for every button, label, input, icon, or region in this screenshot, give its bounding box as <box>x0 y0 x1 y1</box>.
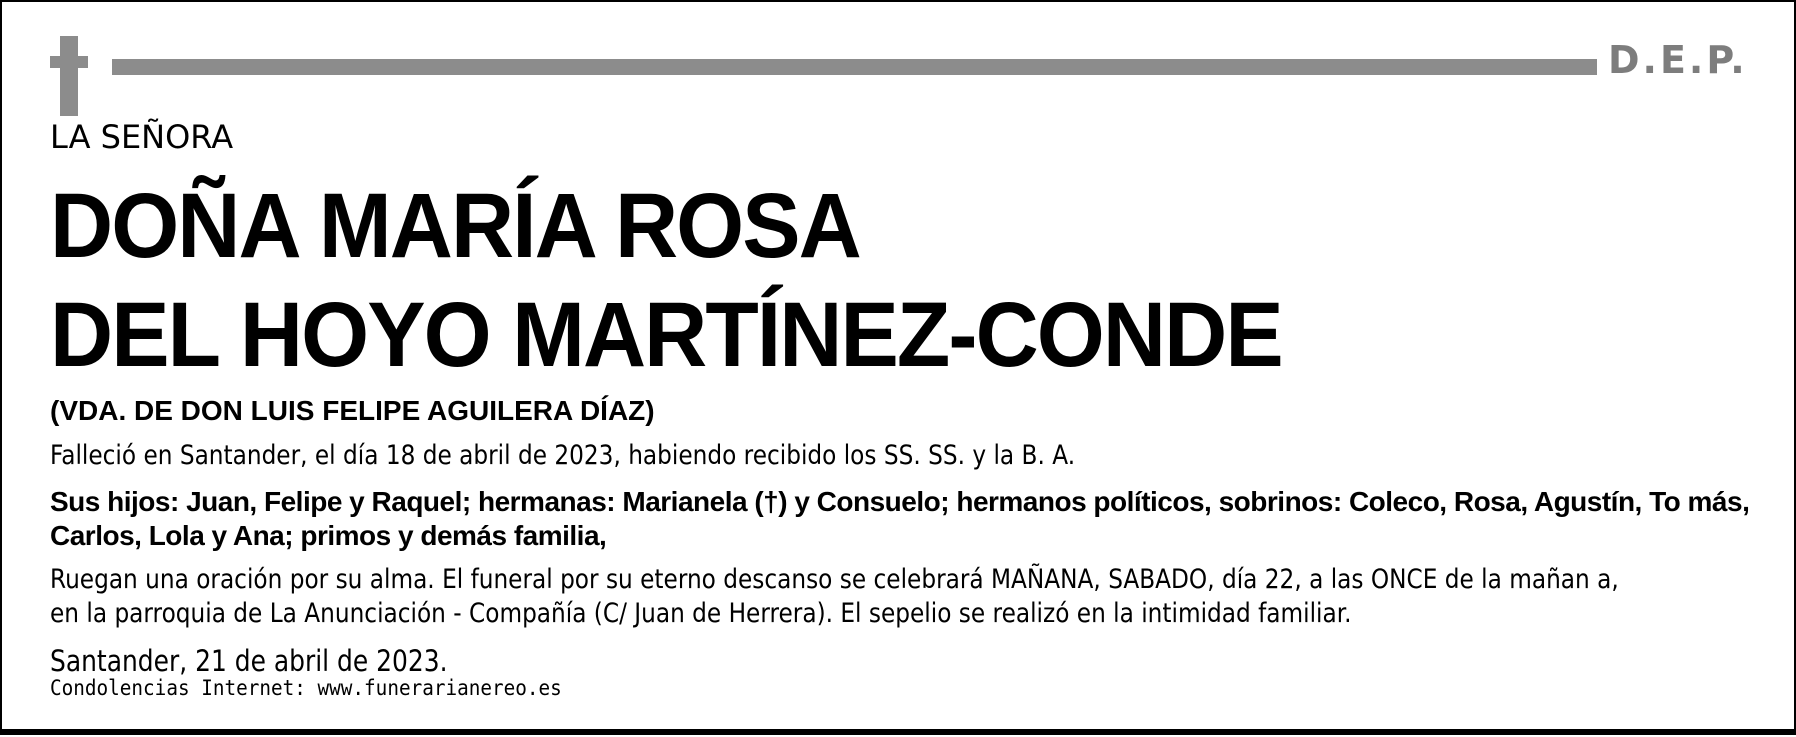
family-line-1: Sus hijos: Juan, Felipe y Raquel; hermanas: Marianela (†) y Consuelo; hermanos políticos, sobrinos: Coleco, Rosa, Agustín, To más, <box>50 486 1750 517</box>
family-line-2: Carlos, Lola y Ana; primos y demás familia, <box>50 520 607 551</box>
dep-label: D.E.P. <box>1608 38 1748 82</box>
widow-of: (VDA. DE DON LUIS FELIPE AGUILERA DÍAZ) <box>50 395 655 426</box>
title-lead: LA SEÑORA <box>50 118 234 156</box>
deceased-name-line2: DEL HOYO MARTÍNEZ-CONDE <box>50 284 1282 386</box>
cross-icon <box>50 36 88 116</box>
prayer-line-2: en la parroquia de La Anunciación - Compañía (C/ Juan de Herrera). El sepelio se realizó en la intimidad familiar. <box>50 598 1352 629</box>
header-rule <box>112 59 1597 75</box>
death-statement: Falleció en Santander, el día 18 de abril de 2023, habiendo recibido los SS. SS. y la B. A. <box>50 440 1076 471</box>
place-date: Santander, 21 de abril de 2023. <box>50 644 448 678</box>
condolences-link: Condolencias Internet: www.funerarianereo.es <box>50 676 562 700</box>
prayer-line-1: Ruegan una oración por su alma. El funeral por su eterno descanso se celebrará MAÑANA, SABADO, día 22, a las ONCE de la mañan a, <box>50 564 1619 595</box>
deceased-name-line1: DOÑA MARÍA ROSA <box>50 175 860 277</box>
